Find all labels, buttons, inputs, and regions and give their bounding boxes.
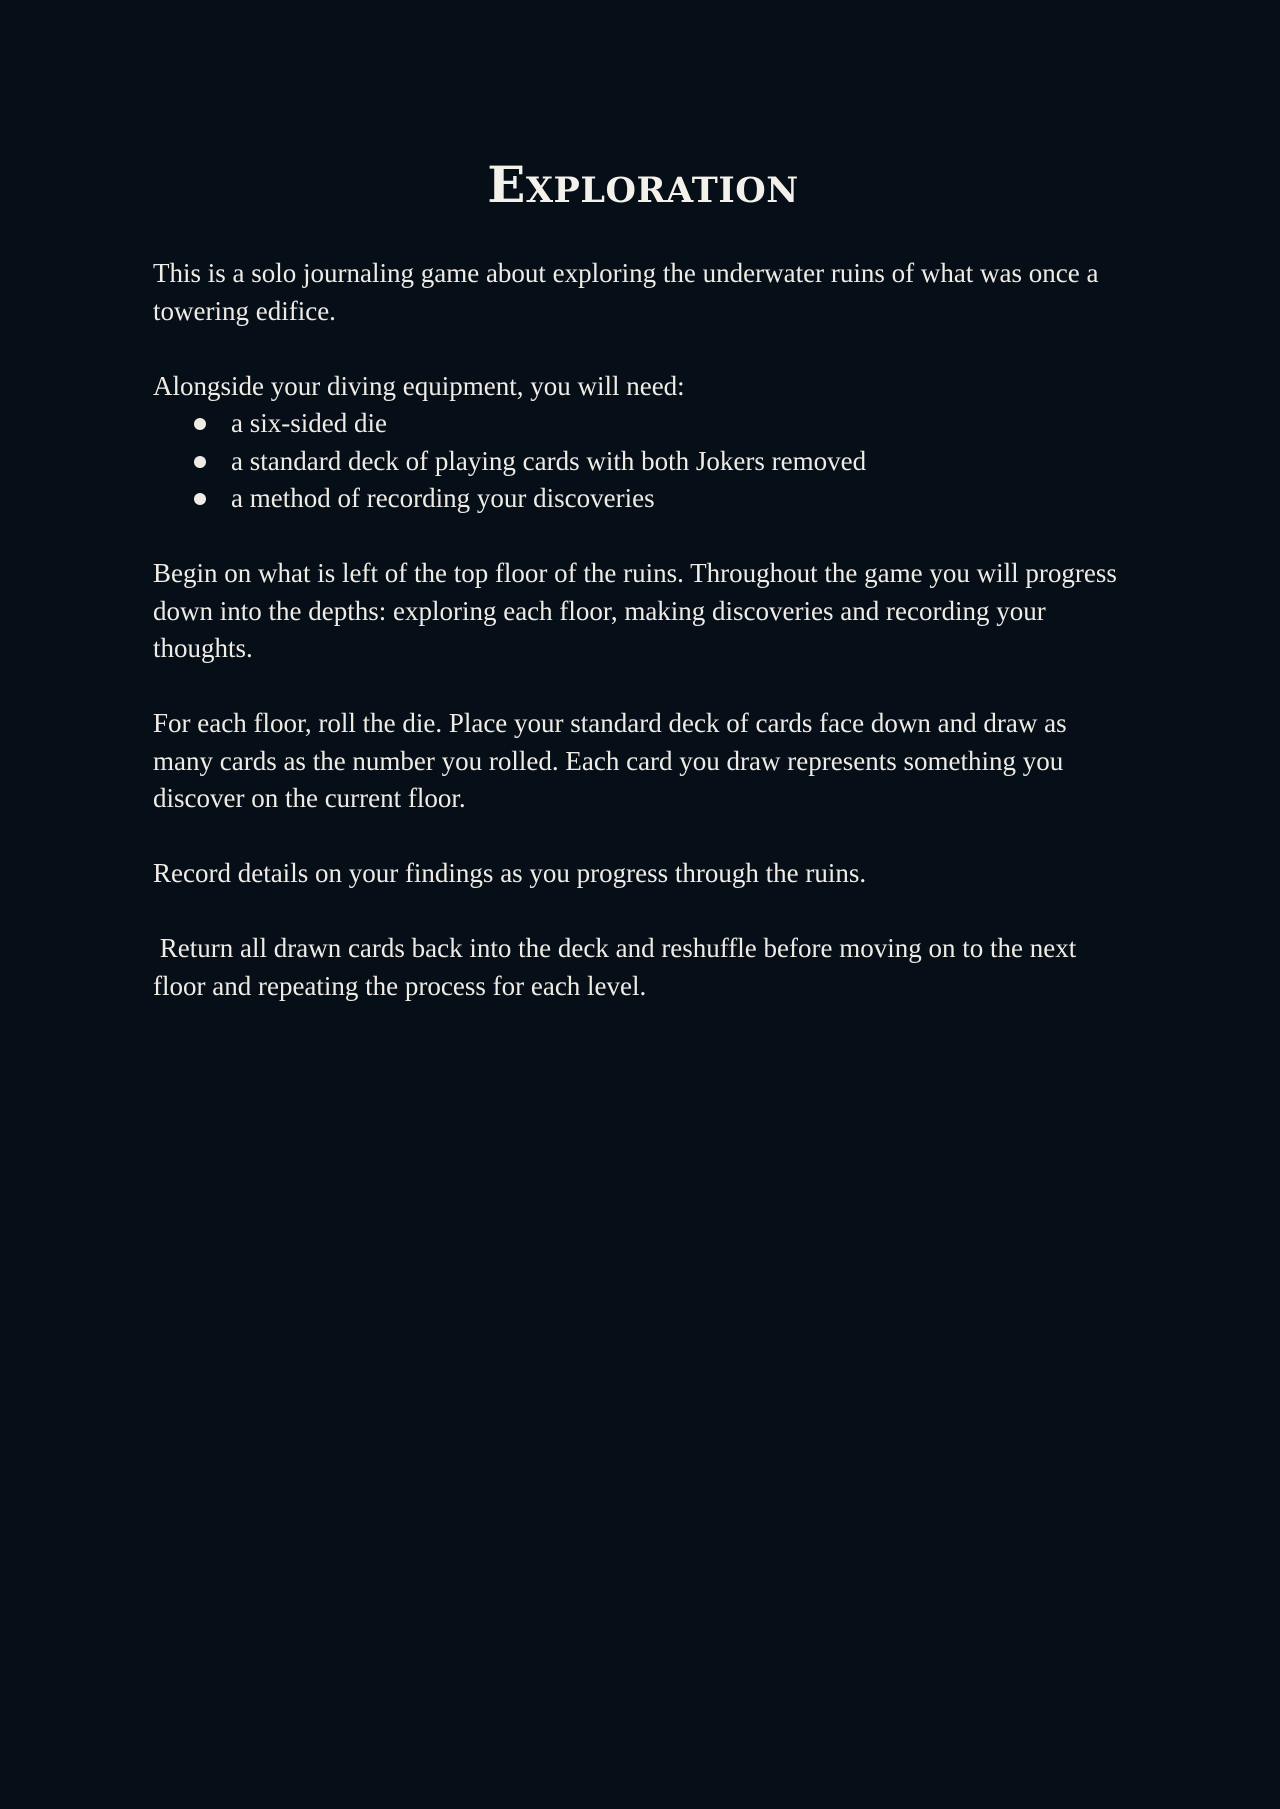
bullet-icon	[194, 493, 206, 505]
intro-paragraph: This is a solo journaling game about exploring the underwater ruins of what was once a towering edifice.	[153, 258, 1099, 326]
needs-lead: Alongside your diving equipment, you will need:	[153, 370, 685, 401]
record-paragraph: Record details on your findings as you progress through the ruins.	[153, 858, 867, 888]
list-item-label: a standard deck of playing cards with both Jokers removed	[231, 445, 867, 476]
page-title: Exploration	[487, 155, 799, 214]
list-item	[153, 405, 1133, 443]
needs-list	[153, 405, 1133, 518]
list-item	[153, 480, 1133, 518]
list-item	[153, 443, 1133, 481]
begin-paragraph: Begin on what is left of the top floor of the ruins. Throughout the game you will progress down into the depths: exploring each floor, making discoveries and recording your thoughts.	[153, 558, 1117, 663]
return-paragraph: Return all drawn cards back into the deck and reshuffle before moving on to the next floor and repeating the process for each level.	[153, 933, 1077, 1001]
roll-paragraph: For each floor, roll the die. Place your standard deck of cards face down and draw as many cards as the number you rolled. Each card you draw represents something you discover on the current floor.	[153, 708, 1067, 813]
list-item-label: a method of recording your discoveries	[231, 483, 655, 513]
body-text	[153, 255, 1133, 1043]
bullet-icon	[194, 456, 206, 468]
list-item-label: a six-sided die	[231, 408, 387, 438]
bullet-icon	[194, 418, 206, 430]
